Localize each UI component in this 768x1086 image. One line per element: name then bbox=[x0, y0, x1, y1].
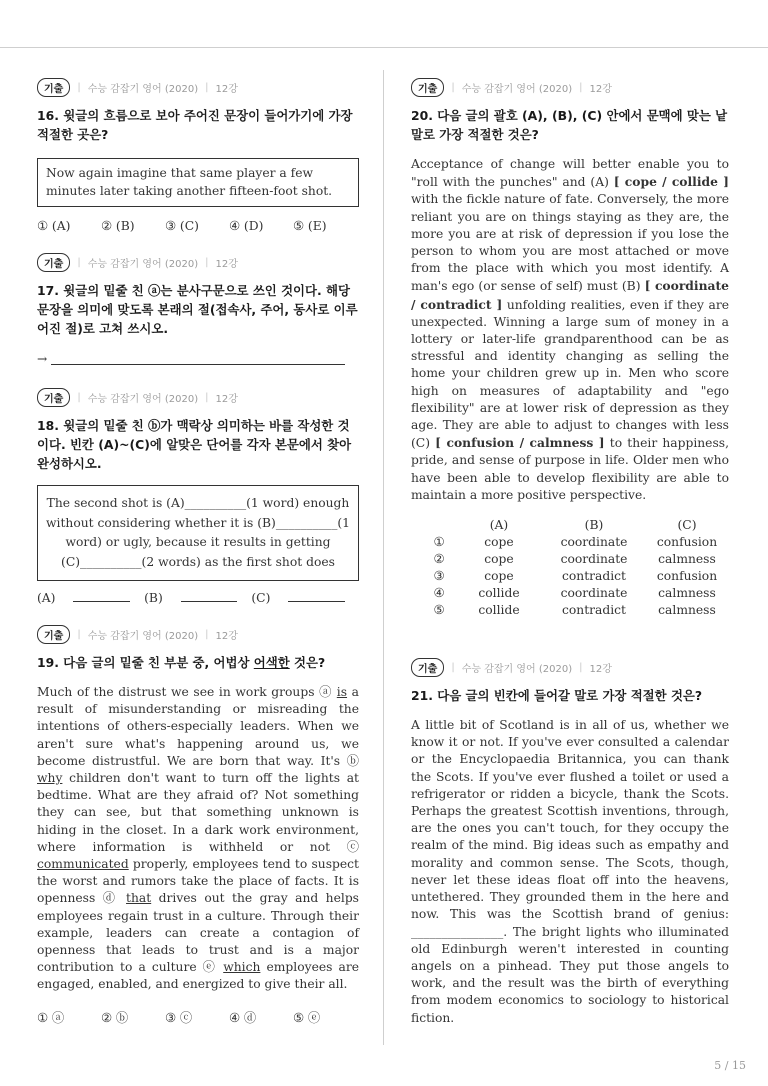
choice[interactable]: ⑤ (E) bbox=[293, 219, 327, 233]
question-tag: 기출 | 수능 감잡기 영어 (2020) | 12강 bbox=[37, 388, 359, 406]
source-label: 수능 감잡기 영어 (2020) bbox=[87, 258, 199, 270]
lesson-label: 12강 bbox=[215, 83, 238, 95]
q20-title: 20. 다음 글의 괄호 (A), (B), (C) 안에서 문맥에 맞는 낱말로 가장 적절한 것은? bbox=[411, 108, 728, 142]
column-divider bbox=[383, 70, 384, 1045]
q16-given-sentence-box: Now again imagine that same player a few minutes later taking another fifteen-foot shot. bbox=[37, 158, 359, 207]
q18-answer-blanks: (A) (B) (C) bbox=[37, 591, 359, 605]
question-tag: 기출 | 수능 감잡기 영어 (2020) | 12강 bbox=[37, 625, 359, 643]
lesson-label: 12강 bbox=[589, 83, 612, 95]
blank-b[interactable] bbox=[181, 601, 238, 602]
q21-title: 21. 다음 글의 빈칸에 들어갈 말로 가장 적절한 것은? bbox=[411, 688, 703, 704]
question-tag: 기출 | 수능 감잡기 영어 (2020) | 12강 bbox=[411, 78, 729, 96]
q17-answer-line[interactable] bbox=[37, 352, 359, 366]
question-tag: 기출 | 수능 감잡기 영어 (2020) | 12강 bbox=[37, 78, 359, 96]
q20-options-table bbox=[421, 516, 727, 618]
choice[interactable]: ④ (D) bbox=[229, 219, 264, 233]
choice[interactable]: ② ⓑ bbox=[101, 1010, 129, 1025]
q19-choices bbox=[37, 1008, 359, 1026]
table-row[interactable]: ③ cope contradict confusion bbox=[433, 568, 718, 583]
table-row[interactable]: ⑤ collide contradict calmness bbox=[433, 602, 716, 617]
left-column bbox=[37, 78, 359, 1026]
page-number: 5 / 15 bbox=[714, 1059, 746, 1072]
blank-a[interactable] bbox=[73, 601, 130, 602]
lesson-label: 12강 bbox=[215, 630, 238, 642]
blank-c[interactable] bbox=[288, 601, 345, 602]
q19-passage: Much of the distrust we see in work groups ⓐ is a result of misunderstanding or misreading the intentions of others-especially leaders. When we aren't sure what's happening around us, we become distrustful. We are born that way. It's ⓑ why children don't want to turn off the lights at bedtime. What are they afraid of? Not something they can see, but that something unknown is hiding in the closet. In a dark work environment, where information is withheld or not ⓒ communicated properly, employees tend to suspect the worst and rumors take the place of facts. It is openness ⓓ that drives out the gray and helps employees regain trust in a culture. Through their example, leaders can create a contagion of openness that leads to trust and is a major contribution to a culture ⓔ which employees are engaged, enabled, and energized to give their all. bbox=[37, 685, 360, 992]
choice[interactable]: ① ⓐ bbox=[37, 1010, 65, 1025]
source-label: 수능 감잡기 영어 (2020) bbox=[461, 663, 573, 675]
source-label: 수능 감잡기 영어 (2020) bbox=[87, 630, 199, 642]
question-tag: 기출 | 수능 감잡기 영어 (2020) | 12강 bbox=[37, 253, 359, 271]
source-label: 수능 감잡기 영어 (2020) bbox=[87, 393, 199, 405]
header-rule bbox=[0, 47, 768, 48]
exam-badge: 기출 bbox=[37, 625, 70, 644]
arrow-icon: → bbox=[37, 352, 48, 366]
exam-badge: 기출 bbox=[37, 253, 70, 272]
table-row[interactable]: ① cope coordinate confusion bbox=[433, 534, 718, 549]
source-label: 수능 감잡기 영어 (2020) bbox=[87, 83, 199, 95]
q16-title: 16. 윗글의 흐름으로 보아 주어진 문장이 들어가기에 가장 적절한 곳은? bbox=[37, 108, 353, 142]
lesson-label: 12강 bbox=[215, 258, 238, 270]
q18-summary-box: The second shot is (A)__________(1 word) enough without considering whether it is (B)__________(1 word) or ugly, because it results in getting (C)__________(2 words) as the first shot does bbox=[37, 485, 359, 581]
lesson-label: 12강 bbox=[589, 663, 612, 675]
q16-choices bbox=[37, 219, 359, 233]
question-tag: 기출 | 수능 감잡기 영어 (2020) | 12강 bbox=[411, 658, 729, 676]
q20-passage: Acceptance of change will better enable you to "roll with the punches" and (A) [ cope / collide ] with the fickle nature of fate. Conversely, the more reliant you are on things staying as they are, the more you are at risk of depression if you lose the person to whom you are most attached or move from the place with which you most identify. A man's ego (or sense of self) must (B) [ coordinate / contradict ] unfolding realities, even if they are unexpected. Winning a large sum of money in a lottery or later-life grandparenthood can be as stressful and identity changing as selling the home your children grew up in. Men who score high on measures of adaptability and "ego flexibility" are at lower risk of depression as they age. They are able to adjust to changes with less (C) [ confusion / calmness ] to their happiness, pride, and sense of purpose in life. Older men who have been able to develop flexibility are able to maintain a more positive perspective. bbox=[411, 157, 729, 502]
q17-title: 17. 윗글의 밑줄 친 ⓐ는 분사구문으로 쓰인 것이다. 해당 문장을 의미에 맞도록 본래의 절(접속사, 주어, 동사로 이루어진 절)로 고쳐 쓰시오. bbox=[37, 283, 358, 336]
q18-title: 18. 윗글의 밑줄 친 ⓑ가 맥락상 의미하는 바를 작성한 것이다. 빈칸 (A)~(C)에 알맞은 단어를 각자 본문에서 찾아 완성하시오. bbox=[37, 418, 352, 471]
table-row[interactable]: ② cope coordinate calmness bbox=[433, 551, 716, 566]
choice[interactable]: ② (B) bbox=[101, 219, 135, 233]
choice[interactable]: ① (A) bbox=[37, 219, 71, 233]
exam-badge: 기출 bbox=[37, 78, 70, 97]
q19-title: 19. 다음 글의 밑줄 친 부분 중, 어법상 어색한 것은? bbox=[37, 655, 326, 670]
table-row[interactable]: ④ collide coordinate calmness bbox=[433, 585, 716, 600]
choice[interactable]: ③ (C) bbox=[165, 219, 199, 233]
exam-badge: 기출 bbox=[411, 658, 444, 677]
lesson-label: 12강 bbox=[215, 393, 238, 405]
exam-badge: 기출 bbox=[411, 78, 444, 97]
q21-passage: A little bit of Scotland is in all of us, whether we know it or not. If you've ever consulted a calendar or the Encyclopaedia Britannica, you can thank the Scots. If you've ever flushed a toilet or used a refrigerator or ridden a bicycle, thank the Scots. Perhaps the greatest Scottish inventions, through, are the ones you can't touch, for they occupy the realm of the mind. Big ideas such as empathy and morality and common sense. The Scots, though, never let these ideas float off into the heavens, untethered. They grounded them in the here and now. This was the Scottish brand of genius: _______________. The bright lights who illuminated old Edinburgh weren't interested in counting angels on a pinhead. They put those angels to work, and the result was the birth of everything from modem economics to sociology to historical fiction. bbox=[411, 718, 729, 1025]
choice[interactable]: ④ ⓓ bbox=[229, 1010, 257, 1025]
source-label: 수능 감잡기 영어 (2020) bbox=[461, 83, 573, 95]
exam-badge: 기출 bbox=[37, 388, 70, 407]
table-header-row: (A) (B) (C) bbox=[489, 517, 697, 532]
right-column bbox=[411, 78, 729, 1027]
choice[interactable]: ⑤ ⓔ bbox=[293, 1010, 321, 1025]
choice[interactable]: ③ ⓒ bbox=[165, 1010, 193, 1025]
